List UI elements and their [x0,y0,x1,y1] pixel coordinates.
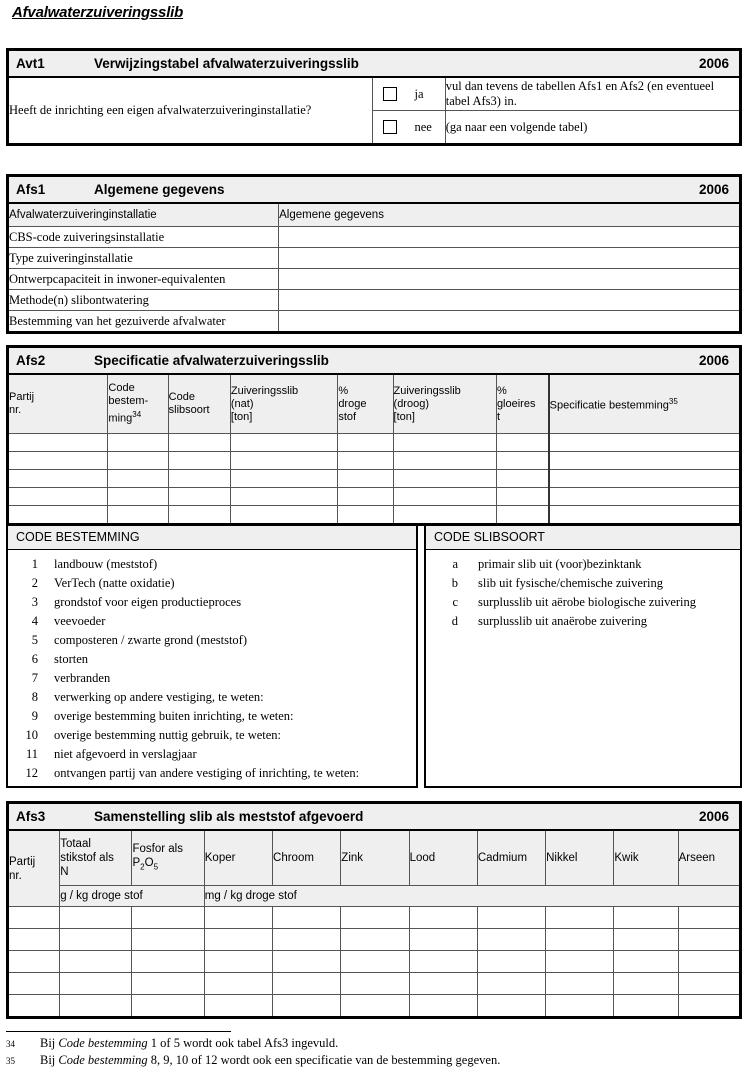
list-item [426,593,740,612]
avt1-bar-cell [8,50,741,78]
afs3-cell[interactable] [132,951,204,973]
avt1-title-bar [8,50,741,78]
afs3-cell[interactable] [341,995,409,1018]
table-row [8,290,741,311]
afs3-cell[interactable] [132,973,204,995]
legend-text: grondstof voor eigen productieproces [54,595,242,609]
afs3-cell[interactable] [614,995,678,1018]
afs3-col-2-l1: Fosfor als [132,842,183,855]
legend-key: 1 [31,557,38,571]
legend-text: verwerking op andere vestiging, te weten: [54,690,264,704]
afs3-cell[interactable] [409,951,477,973]
afs2-col-3-l2: (nat) [230,397,254,410]
table-afs1 [6,174,742,334]
list-item [8,688,416,707]
list-item [426,574,740,593]
afs2-cell[interactable] [549,488,741,506]
form-page [0,4,748,1082]
afs2-cell[interactable] [108,434,168,452]
afs1-row-value-2[interactable] [279,269,741,290]
afs3-cell[interactable] [477,907,545,929]
legend-key: 9 [31,709,38,723]
afs2-cell[interactable] [168,470,230,488]
afs3-col-0-l1: Partij [9,855,36,868]
afs3-col-chroom: Chroom [273,830,341,886]
list-item [8,555,416,574]
footnote-35-before: Bij [40,1053,59,1067]
avt1-question-text: Heeft de inrichting een eigen afvalwaterzuiveringinstallatie? [8,77,373,145]
afs1-row-value-0[interactable] [279,227,741,248]
afs1-table [6,174,742,334]
afs2-cell[interactable] [230,506,337,525]
afs2-table [6,345,742,526]
afs1-code: Afs1 [16,182,46,197]
avt1-question-row [8,77,741,111]
legend-slibsoort-title: CODE SLIBSOORT [426,526,740,550]
table-row [8,488,741,506]
legend-text: verbranden [54,671,111,685]
list-item [8,707,416,726]
afs2-bar-cell [8,347,741,375]
afs3-cell[interactable] [60,907,132,929]
afs1-row-value-4[interactable] [279,311,741,333]
afs2-col-1-l1: Code [108,382,135,395]
afs3-column-header-row [8,830,741,886]
afs3-cell[interactable] [341,929,409,951]
legend-text: ontvangen partij van andere vestiging of inrichting, te weten: [54,766,360,780]
list-item [426,555,740,574]
afs3-cell[interactable] [341,907,409,929]
afs3-cell[interactable] [477,951,545,973]
footnote-34-before: Bij [40,1036,59,1050]
footnote-35-number: 35 [6,1056,15,1066]
legend-key: 8 [31,690,38,704]
afs3-unit-left: g / kg droge stof [60,886,205,907]
legend-container [6,524,742,788]
afs2-cell[interactable] [168,434,230,452]
table-row [8,470,741,488]
legend-text: niet afgevoerd in verslagjaar [54,747,197,761]
afs2-cell[interactable] [393,470,496,488]
table-row [8,311,741,333]
legend-text: overige bestemming buiten inrichting, te weten: [54,709,294,723]
footnote-34-number: 34 [6,1039,15,1049]
afs3-cell[interactable] [546,907,614,929]
afs3-cell[interactable] [341,951,409,973]
afs1-row-value-3[interactable] [279,290,741,311]
legend-slibsoort-list [426,550,740,631]
afs2-col-specificatie-bestemming [549,374,741,434]
afs2-col-droge-stof [338,374,393,434]
afs2-cell[interactable] [549,470,741,488]
afs3-table [6,801,742,1019]
afs2-title-bar [8,347,741,375]
afs3-cell[interactable] [546,929,614,951]
afs3-cell[interactable] [409,995,477,1018]
afs2-col-4-l1: % [338,384,349,397]
afs3-cell[interactable] [546,995,614,1018]
legend-key: 7 [31,671,38,685]
checkbox-ja[interactable] [383,87,397,101]
legend-key: 2 [31,576,38,590]
afs3-cell[interactable] [614,929,678,951]
afs1-row-label-0: CBS-code zuiveringsinstallatie [8,227,279,248]
afs1-row-label-4: Bestemming van het gezuiverde afvalwater [8,311,279,333]
afs2-col-3-l3: [ton] [230,410,253,423]
afs2-col-zuiveringsslib-droog [393,374,496,434]
afs3-cell[interactable] [477,973,545,995]
afs2-cell[interactable] [230,434,337,452]
afs2-cell[interactable] [549,452,741,470]
legend-code-slibsoort [424,524,742,788]
table-row [8,929,741,951]
afs3-cell[interactable] [678,951,740,973]
afs3-year: 2006 [698,809,729,824]
footnote-marker-34: 34 [132,410,142,420]
legend-key: a [452,557,458,571]
footnote-34-italic: Code bestemming [58,1036,148,1050]
legend-text: primair slib uit (voor)bezinktank [478,557,642,571]
afs2-col-6-l1: % [496,384,507,397]
afs2-cell[interactable] [393,488,496,506]
afs3-col-koper: Koper [204,830,272,886]
afs2-col-partij [8,374,108,434]
afs3-col-cadmium: Cadmium [477,830,545,886]
legend-text: veevoeder [54,614,106,628]
footnote-35-text [40,1052,742,1069]
list-item [8,764,416,783]
afs2-cell[interactable] [230,470,337,488]
afs2-cell[interactable] [168,488,230,506]
legend-text: surplusslib uit anaërobe zuivering [478,614,648,628]
afs2-cell[interactable] [393,452,496,470]
page-title: Afvalwaterzuiveringsslib [12,4,184,21]
afs1-row-label-2: Ontwerpcapaciteit in inwoner-equivalenten [8,269,279,290]
afs3-cell[interactable] [273,951,341,973]
afs3-col-lood: Lood [409,830,477,886]
afs2-cell[interactable] [108,470,168,488]
afs2-col-4-l3: stof [338,410,357,423]
list-item [8,650,416,669]
afs2-col-0-l1: Partij [9,391,35,403]
afs1-row-value-1[interactable] [279,248,741,269]
afs2-col-5-l1: Zuiveringsslib [393,384,461,397]
list-item [8,593,416,612]
list-item [8,631,416,650]
afs3-col-1-l1: Totaal [60,838,91,850]
afs1-year: 2006 [698,182,729,197]
list-item [8,669,416,688]
table-row [8,227,741,248]
avt1-name: Verwijzingstabel afvalwaterzuiveringsslib [94,56,359,71]
afs3-cell[interactable] [477,929,545,951]
table-avt1 [6,48,742,146]
avt1-option-nee-note: (ga naar een volgende tabel) [445,111,740,145]
afs2-cell[interactable] [549,434,741,452]
afs3-cell[interactable] [60,973,132,995]
footnote-35-after: 8, 9, 10 of 12 wordt ook een specificatie van de bestemming gegeven. [147,1053,501,1067]
afs3-cell[interactable] [60,951,132,973]
legend-key: d [451,614,458,628]
list-item [8,745,416,764]
afs3-cell[interactable] [409,973,477,995]
legend-key: 4 [31,614,38,628]
afs3-col-2-formula: $P_2O_5$ [132,856,159,872]
avt1-code: Avt1 [16,56,45,71]
afs3-col-1-l3: N [60,866,69,878]
legend-text: composteren / zwarte grond (meststof) [54,633,247,647]
afs2-column-header-row [8,374,741,434]
afs2-col-4-l2: droge [338,397,367,410]
afs3-col-nikkel: Nikkel [546,830,614,886]
afs2-col-3-l1: Zuiveringsslib [230,384,299,397]
afs3-cell[interactable] [60,995,132,1018]
afs3-cell[interactable] [477,995,545,1018]
afs2-cell[interactable] [8,452,108,470]
afs3-cell[interactable] [8,951,60,973]
footnotes-section [6,1031,742,1069]
afs3-cell[interactable] [204,929,272,951]
afs3-cell[interactable] [678,973,740,995]
list-item [8,574,416,593]
avt1-option-ja-note: vul dan tevens de tabellen Afs1 en Afs2 (en eventueel tabel Afs3) in. [445,77,740,111]
afs2-col-1-l3: ming [108,412,133,425]
afs1-header-left: Afvalwaterzuiveringinstallatie [8,203,279,227]
legend-text: storten [54,652,89,666]
afs3-cell[interactable] [204,907,272,929]
afs1-bar-cell [8,176,741,204]
avt1-option-ja-label: ja [414,86,424,101]
afs3-cell[interactable] [273,907,341,929]
afs3-cell[interactable] [204,973,272,995]
afs3-unit-right: mg / kg droge stof [204,886,740,907]
afs3-cell[interactable] [8,907,60,929]
checkbox-nee[interactable] [383,120,397,134]
afs3-cell[interactable] [546,973,614,995]
afs2-cell[interactable] [496,506,548,525]
afs3-col-zink: Zink [341,830,409,886]
legend-text: landbouw (meststof) [54,557,158,571]
afs2-year: 2006 [698,353,729,368]
afs2-cell[interactable] [230,452,337,470]
afs2-col-7-l1: Specificatie bestemming [549,399,669,412]
afs3-col-kwik: Kwik [614,830,678,886]
afs2-cell[interactable] [108,452,168,470]
afs3-cell[interactable] [614,973,678,995]
afs2-cell[interactable] [338,470,393,488]
list-item [426,612,740,631]
afs3-cell[interactable] [546,951,614,973]
afs2-col-5-l2: (droog) [393,397,429,410]
afs3-cell[interactable] [204,995,272,1018]
afs3-cell[interactable] [273,929,341,951]
avt1-year: 2006 [698,56,729,71]
footnote-34 [6,1035,742,1052]
list-item [8,612,416,631]
afs3-code: Afs3 [16,809,46,824]
afs2-cell[interactable] [8,488,108,506]
afs2-cell[interactable] [338,506,393,525]
legend-bestemming-list [8,550,416,783]
legend-key: 12 [25,766,38,780]
afs2-cell[interactable] [108,488,168,506]
afs3-cell[interactable] [273,973,341,995]
afs2-cell[interactable] [496,452,548,470]
afs2-col-zuiveringsslib-nat [230,374,337,434]
footnote-marker-35: 35 [668,397,678,407]
afs3-col-0-l2: nr. [9,869,22,882]
afs2-cell[interactable] [168,452,230,470]
list-item [8,726,416,745]
afs2-cell[interactable] [168,506,230,525]
afs1-row-label-3: Methode(n) slibontwatering [8,290,279,311]
afs2-cell[interactable] [393,434,496,452]
afs3-col-arseen: Arseen [678,830,740,886]
afs3-cell[interactable] [273,995,341,1018]
avt1-option-nee-label: nee [414,119,432,134]
afs2-col-2-l2: slibsoort [168,404,210,416]
footnote-34-after: 1 of 5 wordt ook tabel Afs3 ingevuld. [147,1036,339,1050]
afs3-bar-cell [8,803,741,831]
afs2-col-5-l3: [ton] [393,410,415,423]
afs3-cell[interactable] [614,951,678,973]
afs1-header-right: Algemene gegevens [279,203,741,227]
afs3-col-1-l2: stikstof als [60,852,114,864]
afs2-col-0-l2: nr. [9,404,22,416]
afs2-cell[interactable] [338,434,393,452]
legend-key: 10 [25,728,38,742]
legend-code-bestemming [6,524,418,788]
afs3-cell[interactable] [678,929,740,951]
legend-key: 3 [31,595,38,609]
footnote-35 [6,1052,742,1069]
afs3-cell[interactable] [409,929,477,951]
afs2-cell[interactable] [549,506,741,525]
table-row [8,995,741,1018]
table-row [8,269,741,290]
afs1-row-label-1: Type zuiveringinstallatie [8,248,279,269]
table-afs3 [6,801,742,1019]
table-row [8,248,741,269]
afs3-cell[interactable] [132,929,204,951]
afs2-col-6-l2: gloeires [496,397,536,410]
afs3-cell[interactable] [8,929,60,951]
footnote-separator [6,1031,231,1032]
table-afs2 [6,345,742,526]
legend-text: VerTech (natte oxidatie) [54,576,175,590]
avt1-table [6,48,742,146]
table-row [8,452,741,470]
legend-text: overige bestemming nuttig gebruik, te weten: [54,728,282,742]
afs3-col-fosfor [132,830,204,886]
afs3-cell[interactable] [8,973,60,995]
afs2-cell[interactable] [8,506,108,525]
afs3-cell[interactable] [132,995,204,1018]
table-row [8,973,741,995]
afs1-title-bar [8,176,741,204]
afs2-col-2-l1: Code [168,391,195,403]
afs2-cell[interactable] [393,506,496,525]
legend-key: b [451,576,458,590]
afs3-cell[interactable] [341,973,409,995]
afs3-unit-row [8,886,741,907]
footnote-35-italic: Code bestemming [58,1053,148,1067]
afs2-cell[interactable] [338,452,393,470]
afs1-name: Algemene gegevens [94,182,225,197]
afs3-name: Samenstelling slib als meststof afgevoerd [94,809,364,824]
afs2-col-1-l2: bestem- [108,395,149,408]
afs2-cell[interactable] [496,470,548,488]
afs2-cell[interactable] [230,488,337,506]
afs2-cell[interactable] [496,434,548,452]
afs2-col-gloeirest [496,374,548,434]
afs2-col-code-slibsoort [168,374,230,434]
afs3-cell[interactable] [678,995,740,1018]
afs3-cell[interactable] [678,907,740,929]
afs3-title-bar [8,803,741,831]
afs3-cell[interactable] [60,929,132,951]
legend-key: 5 [31,633,38,647]
afs2-code: Afs2 [16,353,46,368]
afs3-cell[interactable] [132,907,204,929]
afs2-name: Specificatie afvalwaterzuiveringsslib [94,353,329,368]
afs3-cell[interactable] [409,907,477,929]
table-row [8,434,741,452]
afs2-cell[interactable] [8,470,108,488]
table-row [8,951,741,973]
afs2-cell[interactable] [338,488,393,506]
afs2-cell[interactable] [496,488,548,506]
table-row [8,506,741,525]
footnote-34-text [40,1035,742,1052]
afs2-cell[interactable] [8,434,108,452]
afs3-cell[interactable] [614,907,678,929]
avt1-option-ja-cell[interactable] [373,77,445,111]
afs1-column-header-row [8,203,741,227]
afs2-col-code-bestemming [108,374,168,434]
afs3-col-stikstof [60,830,132,886]
legend-key: c [452,595,458,609]
legend-key: 6 [31,652,38,666]
afs2-col-6-l3: t [496,410,500,423]
legend-key: 11 [25,747,38,761]
afs3-cell[interactable] [8,995,60,1018]
legend-text: surplusslib uit aërobe biologische zuivering [478,595,697,609]
afs3-cell[interactable] [204,951,272,973]
legend-text: slib uit fysische/chemische zuivering [478,576,664,590]
table-row [8,907,741,929]
afs3-col-partij [8,830,60,907]
afs2-cell[interactable] [108,506,168,525]
avt1-option-nee-cell[interactable] [373,111,445,145]
legend-bestemming-title: CODE BESTEMMING [8,526,416,550]
